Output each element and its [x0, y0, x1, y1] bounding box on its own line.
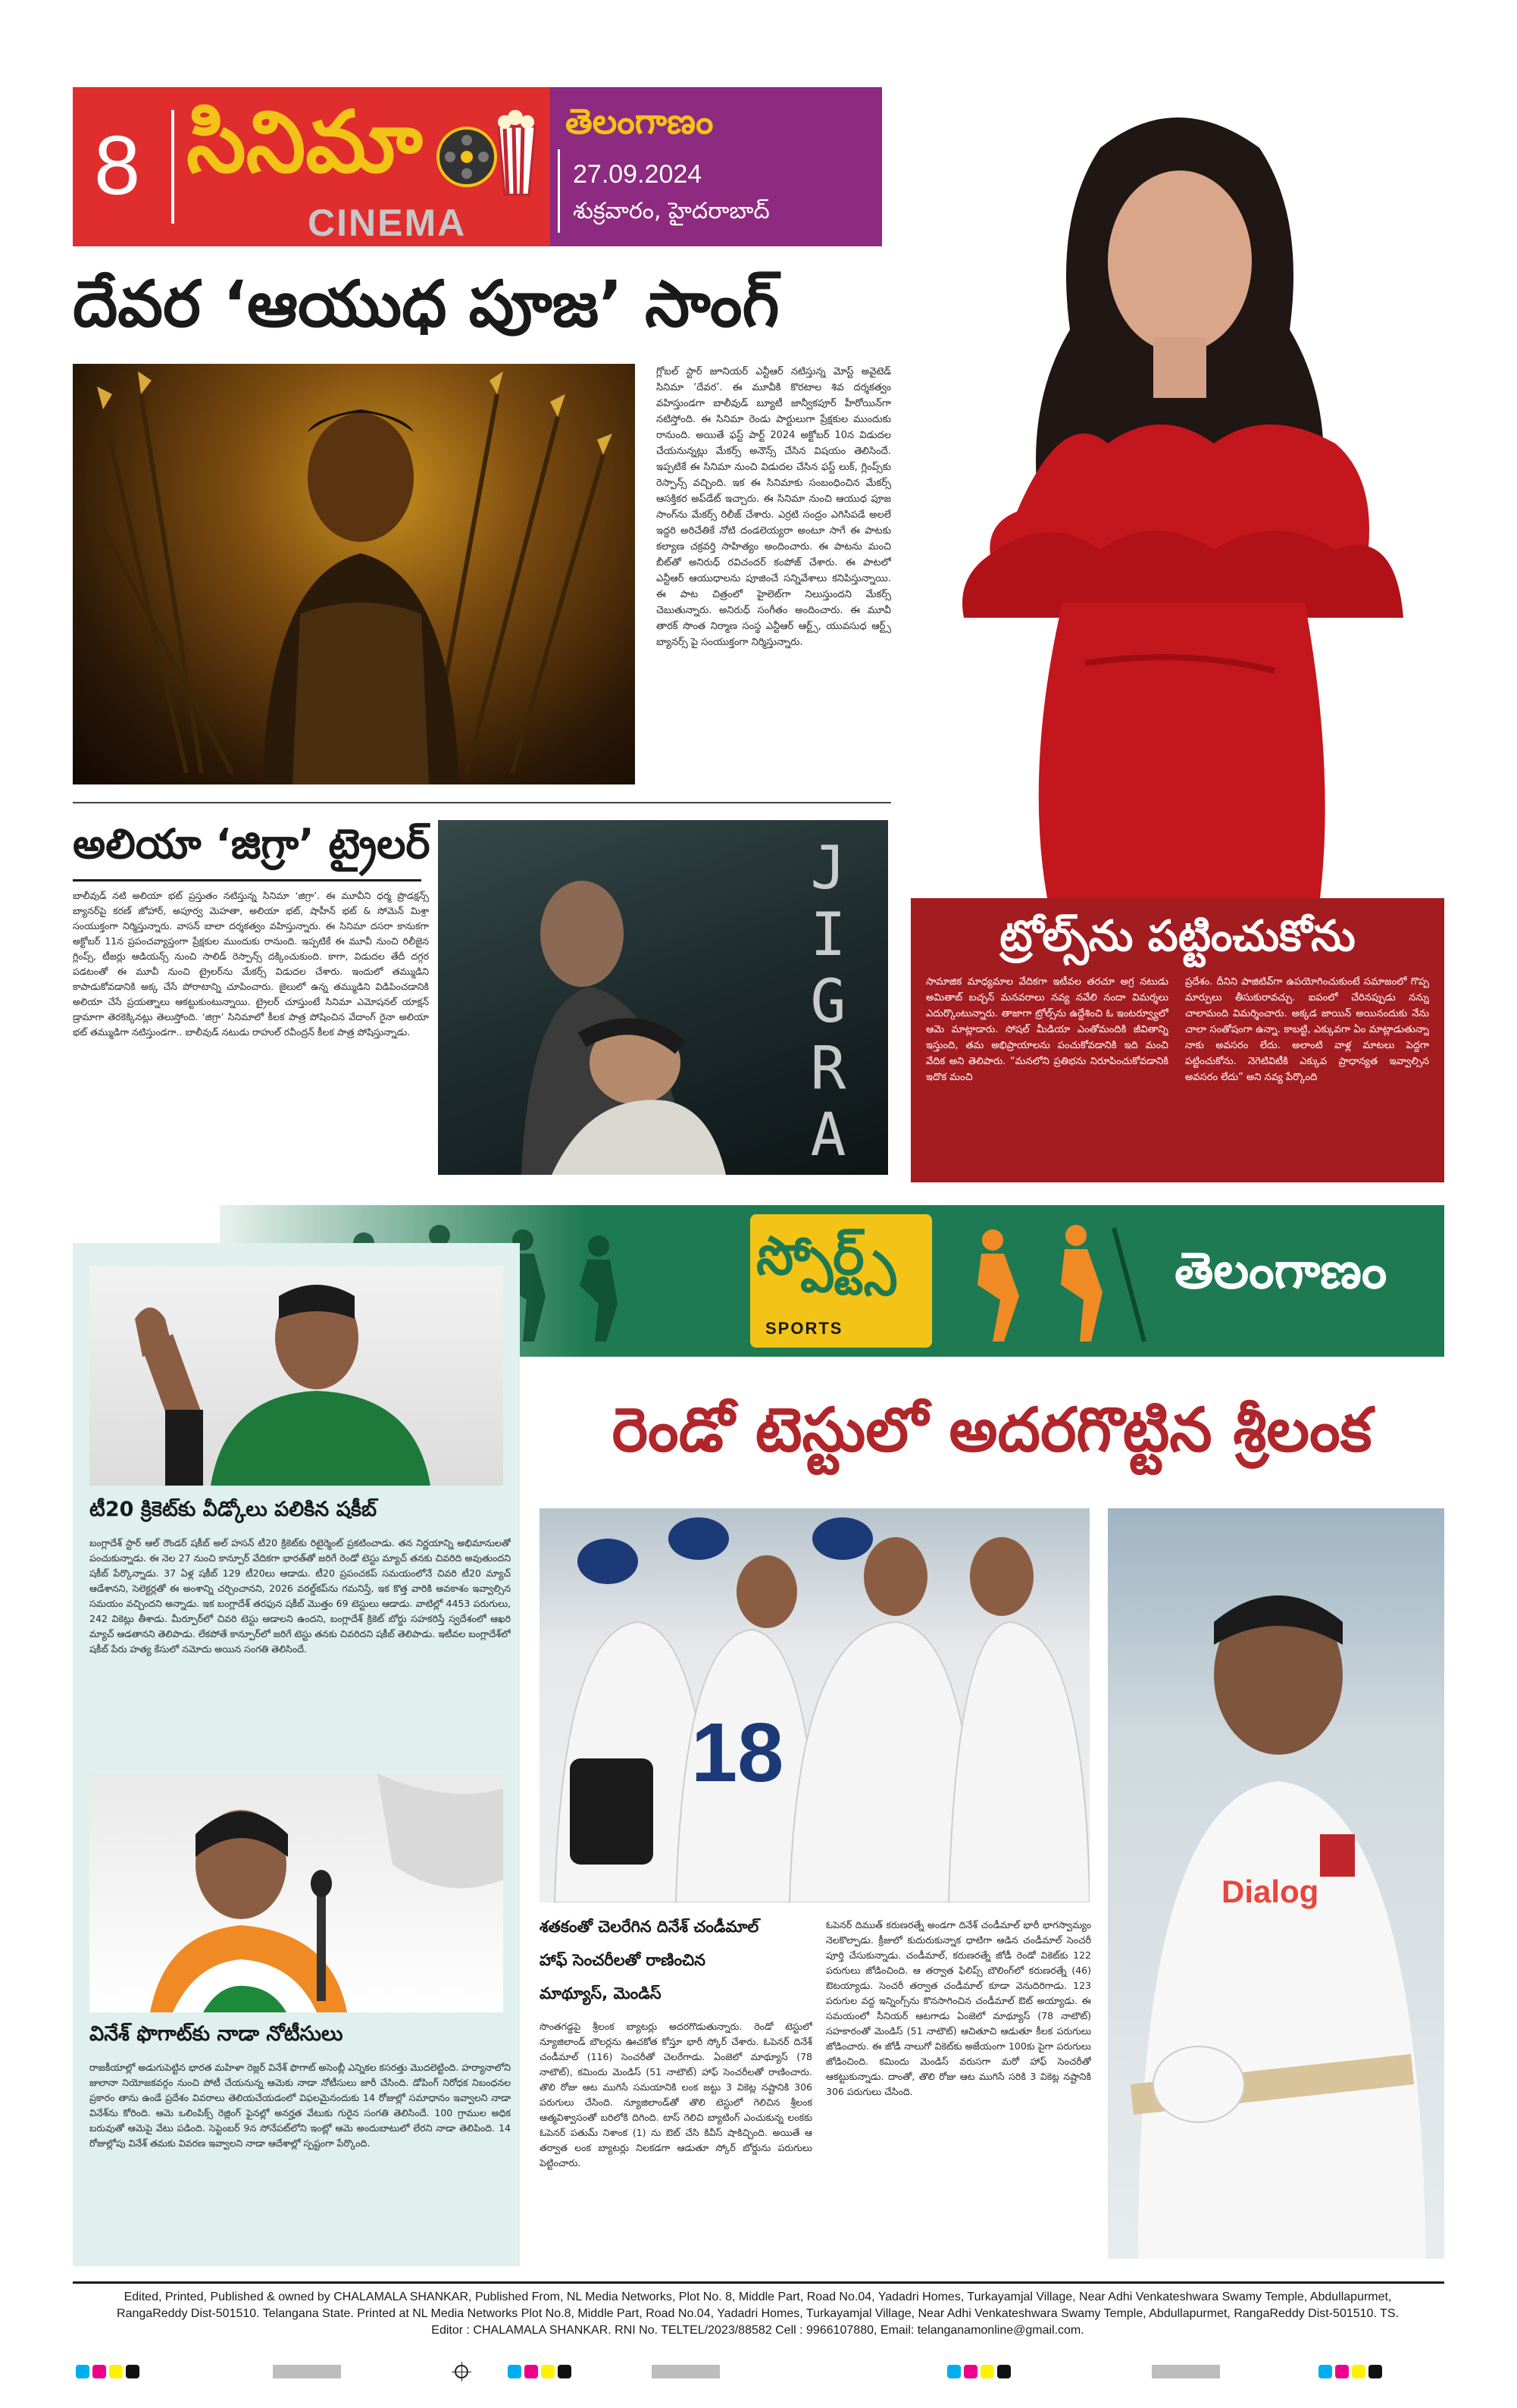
jigra-body: బాలీవుడ్ నటి అలియా భట్ ప్రస్తుతం నటిస్తున్న సినిమా ‘జిగ్రా’. ఈ మూవీని ధర్మ ప్రొడక్షన్స్ బ్యానర్‌పై కరణ్ జోహార్, అపూర్వ మెహతా, అలియా భట్, షాహీన్ భట్ & సోమెన్ మిశ్రా సంయుక్తంగా నిర్మిస్తున్నారు. వాసన్ బాలా దర్శకత్వం వహిస్తున్నారు. ఈ సినిమా దసరా కానుకగా అక్టోబర్ 11న ప్రపంచవ్యాప్తంగా ప్రేక్షకుల ముందుకు రానుంది. ఇప్పటికే ఈ మూవీ నుంచి రిలీజైన గ్లింప్స్, టీజర్లు ఆడియన్స్ నుంచి సాలిడ్ రెస్పాన్స్ దక్కించుకుంది. కాగా, విడుదల తేదీ దగ్గర పడటంతో ఈ మూవీ నుంచి ట్రైలర్‌ను మేకర్స్ విడుదల చేశారు. ఇందులో తమ్ముడిని కాపాడుకోవడానికి అక్క చేసే పోరాటాన్ని చూపించారు. జైలులో ఉన్న తమ్ముడిని విడిపించడానికి అలియా చేసే ప్రయత్నాలు ఆకట్టుకుంటున్నాయి. ట్రైలర్ చూస్తుంటే సినిమా ఎమోషనల్ యాక్షన్ డ్రామాగా తెరకెక్కినట్లు తెలుస్తోంది. ‘జిగ్రా’ సినిమాలో కీలక పాత్ర పోషించిన వేదాంగ్ రైనా అలియా భట్ తమ్ముడిగా నటిస్తుండగా.. బాలీవుడ్ నటుడు రాహుల్ రవీంద్రన్ కీలక పాత్ర పోషిస్తున్నాడు.	[73, 890, 429, 1038]
srilanka-body-right: ఓపెనర్ దిముత్ కరుణరత్నే అండగా దినేశ్ చండీమాల్ భారీ భాగస్వామ్యం నెలకొల్పాడు. క్రీజులో కుదురుకున్నాక ధాటిగా ఆడిన చండీమాల్ సెంచరీ పూర్తి చేసుకున్నాడు. చండీమాల్, కరుణరత్నే జోడీ రెండో వికెట్‌కు 122 పరుగులు జోడించింది. ఆ తర్వాత ఫిలిప్స్ బౌలింగ్‌లో కరుణరత్నే (46) ఔటయ్యాడు. సెంచరీ తర్వాత చండీమాల్ కూడా వెనుదిరిగాడు. 123 పరుగుల వద్ద ఇన్నింగ్స్‌ను కొనసాగించిన చండీమాల్ ఔట్ అయ్యాడు. ఈ సమయంలో సీనియర్ ఆటగాడు ఏంజెలో మాథ్యూస్ (78 నాటౌట్) సహకారంతో మెండిస్ (51 నాటౌట్) ఆచితూచి ఆడుతూ కీలక పరుగులు జోడించారు. ఈ జోడీ నాలుగో వికెట్‌కు అజేయంగా 100కు పైగా పరుగులు జోడించింది. కమిందు మెండిస్ వరుసగా మరో హాఫ్ సెంచరీతో ఆకట్టుకున్నాడు. దాంతో, తొలి రోజు ఆట ముగిసే సరికి 3 వికెట్ల నష్టానికి 306 పరుగులు చేసింది.	[826, 1919, 1091, 2097]
trolls-body-right: ప్రదేశం. దీనిని పాజిటివ్‌గా ఉపయోగించుకుంటే సమాజంలో గొప్ప మార్పులు తీసుకురావచ్చు. ఐపంలో చేరినప్పుడు నన్ను చాలామంది విమర్శించారు. అక్కడ జాయిన్ అయినందుకు నేను చాలా సంతోషంగా ఉన్నా. కాబట్టి, ఎక్కువగా ఏం మాట్లాడుతున్నా నాకు అవసరం లేదు. అలాంటి వాళ్ల మాటలు పెద్దగా పట్టించుకోను. నెగెటివిటీకి ఎక్కువ ప్రాధాన్యత ఇవ్వాల్సిన అవసరం లేదు” అని నవ్య పేర్కొంది	[1185, 976, 1429, 1083]
gray-bar-3	[1152, 2365, 1220, 2378]
vinesh-headline: వినేశ్ ఫొగాట్‌కు నాడా నోటీసులు	[89, 2022, 343, 2046]
color-swatches-1	[76, 2365, 142, 2381]
sports-brand: తెలంగాణం	[1175, 1242, 1387, 1300]
vinesh-photo-art	[89, 1774, 503, 2012]
color-swatches-4	[1318, 2365, 1385, 2381]
jersey-number-text: 18	[691, 1706, 784, 1799]
vinesh-photo	[89, 1774, 503, 2012]
gray-bar-1	[273, 2365, 341, 2378]
devara-photo-art	[73, 364, 635, 784]
sports-title: స్పోర్ట్స్	[756, 1225, 896, 1287]
shakib-photo-art	[89, 1266, 503, 1486]
registration-strip	[76, 2365, 1440, 2383]
film-reel-icon	[429, 104, 543, 210]
shakib-body: బంగ్లాదేశ్ స్టార్ ఆల్ రౌండర్ షకీబ్ అల్ హసన్ టీ20 క్రికెట్‌కు రిటైర్మెంట్ ప్రకటించాడు. తన నిర్ణయాన్ని అభిమానులతో పంచుకున్నాడు. ఈ నెల 27 నుంచి కాన్పూర్ వేదికగా భారత్‌తో జరిగే రెండో టెస్టు మ్యాచ్ తనకు చివరిది అవుతుందని షకీబ్ పేర్కొన్నాడు. 37 ఏళ్ల షకీబ్ 129 టీ20లు ఆడాడు. టీ20 ప్రపంచకప్ సమయంలోనే చివరి టీ20 మ్యాచ్ ఆడేశానని, సెలెక్టర్లతో ఈ అంశాన్ని చర్చించానని, 2026 వరల్డ్‌కప్‌ను గమనిస్తే, ఇక కొత్త వారికి అవకాశం ఇవ్వాల్సిన సమయం వచ్చిందని అన్నాడు. ఇక బంగ్లాదేశ్ తరఫున షకీబ్ మొత్తం 69 టెస్టులు ఆడాడు. వాటిల్లో 4453 పరుగులు, 242 వికెట్లు తీశాడు. మీర్పూర్‌లో చివరి టెస్టు ఆడాలని ఉందని, బంగ్లాదేశ్ క్రికెట్ బోర్డు సహకరిస్తే స్వదేశంలో ఆఖరి మ్యాచ్ ఆడతానని తెలిపాడు. లేకపోతే కాన్పూర్‌లో జరిగే టెస్టు తనకు చివరిదని షకీబ్ తెలిపాడు. ఇటీవల బంగ్లాదేశ్‌లో షకీబ్ పేరు హత్య కేసులో నమోదు అయిన సంగతి తెలిసిందే.	[89, 1537, 511, 1655]
issue-date: 27.09.2024	[573, 160, 702, 189]
section-title: సినిమా	[186, 93, 423, 192]
navya-photo-art	[911, 87, 1444, 898]
chandimal-photo	[1108, 1508, 1444, 2259]
jersey-sponsor-text: Dialog	[1221, 1874, 1319, 1909]
srilanka-team-photo-art	[540, 1508, 1090, 1902]
masthead-divider	[171, 110, 174, 224]
jigra-headline-underline	[73, 879, 421, 881]
devara-photo	[73, 364, 635, 784]
shakib-headline: టీ20 క్రికెట్‌కు వీడ్కోలు పలికిన షకీబ్	[89, 1498, 377, 1521]
gray-bar-2	[652, 2365, 720, 2378]
navya-photo	[911, 87, 1444, 898]
footer-imprint: Edited, Printed, Published & owned by CHALAMALA SHANKAR, Published From, NL Media Networks, Plot No. 8, Middle Part, Road No.04, Yadadri Homes, Turkayamjal Village, Near Adhi Venkateshwara Swamy Temple, Abdullapurmet, RangaReddy Dist-501510. Telangana State. Printed at NL Media Networks Plot No.8, Middle Part, Road No.04, Yadadri Homes, Turkayamjal Village, Near Adhi Venkateshwara Swamy Temple, Abdullapurmet, RangaReddy Dist-501510. TS. Editor : CHALAMALA SHANKAR. RNI No. TELTEL/2023/88582 Cell : 9966107880, Email: telanganamonline@gmail.com.	[117, 2291, 1399, 2337]
vinesh-body: రాజకీయాల్లో అడుగుపెట్టిన భారత మహిళా రెజ్లర్ వినేశ్ ఫొగాట్ అసెంబ్లీ ఎన్నికల కసరత్తు మొదలెట్టింది. హర్యానాలోని జులానా నియోజకవర్గం నుంచి పోటీ చేయనున్న ఆమెకు నాడా నోటీసులు జారీ చేసింది. డోపింగ్ నిరోధక నిబంధనల ప్రకారం తాను ఉండే ప్రదేశం వివరాలు తెలియచేయడంలో విఫలమైనందుకు 14 రోజుల్లో సమాధానం ఇవ్వాలని నాడా వినేశ్‌ను కోరింది. ఆమె ఒలింపిక్స్ రెజ్లింగ్ ఫైనల్లో అనర్హత వేటుకు గురైన సంగతి తెలిసిందే. 100 గ్రాముల అధిక బరువుతో ఆమెపై వేటు పడింది. సెప్టెంబర్ 9న సోనేపట్‌లోని ఇంట్లో ఆమె అందుబాటులో లేరని నాడా తెలిపింది. 14 రోజుల్లోపు వినేశ్ తమకు వివరణ ఇవ్వాలని నాడా ఆదేశాల్లో స్పష్టంగా పేర్కొంది.	[89, 2062, 511, 2149]
masthead	[73, 87, 882, 246]
issue-day-city: శుక్రవారం, హైదరాబాద్	[573, 198, 770, 224]
srilanka-team-photo	[540, 1508, 1090, 1902]
srilanka-subheadline-3: మాథ్యూస్, మెండిస్	[540, 1984, 662, 2002]
jigra-poster-title: JIGRA	[810, 835, 846, 1170]
srilanka-main-headline: రెండో టెస్టులో అదరగొట్టిన శ్రీలంక	[611, 1395, 1372, 1465]
srilanka-subheadline-2: హాఫ్ సెంచరీలతో రాణించిన	[540, 1951, 705, 1969]
chandimal-photo-art	[1108, 1508, 1444, 2259]
masthead-vertical-line	[558, 149, 560, 233]
shakib-photo	[89, 1266, 503, 1486]
color-swatches-3	[947, 2365, 1014, 2381]
srilanka-body-left: సొంతగడ్డపై శ్రీలంక బ్యాటర్లు అదరగొడుతున్నారు. రెండో టెస్టులో న్యూజిలాండ్ బౌలర్లను ఊచకోత కోస్తూ భారీ స్కోర్ చేశారు. ఓపెనర్ దినేశ్ చండీమాల్ (116) సెంచరీతో చెలరేగాడు. ఏంజెలో మాథ్యూస్ (78 నాటౌట్), కమిందు మెండిస్ (51 నాటౌట్) హాఫ్ సెంచరీలతో రాణించారు. తొలి రోజు ఆట ముగిసే సమయానికి లంక జట్టు 3 వికెట్ల నష్టానికి 306 పరుగులు చేసింది. న్యూజిలాండ్‌తో తొలి టెస్టులో గెలిచిన శ్రీలంక ఆత్మవిశ్వాసంతో బరిలోకి దిగింది. టాస్ గెలిచి బ్యాటింగ్ ఎంచుకున్న లంకకు ఓపెనర్ పతుమ్ నిశాంక (1) ను ఔట్ చేసి కివీస్ షాకిచ్చింది. అయితే ఆ తర్వాత లంక బ్యాటర్లు నిలకడగా ఆడుతూ స్కోర్ బోర్డును పరుగులు పెట్టించారు.	[540, 2021, 812, 2168]
brand-logo: తెలంగాణం	[565, 101, 714, 142]
color-swatches-2	[508, 2365, 574, 2381]
section-rule	[73, 802, 891, 803]
srilanka-subheadline-1: శతకంతో చెలరేగిన దినేశ్ చండీమాల్	[540, 1918, 759, 1936]
devara-headline: దేవర ‘ఆయుధ పూజ’ సాంగ్	[73, 267, 780, 341]
jigra-poster	[438, 820, 888, 1175]
page-number: 8	[94, 119, 141, 212]
section-subtitle: CINEMA	[308, 202, 467, 244]
trolls-headline: ట్రోల్స్‌ను పట్టించుకోను	[999, 912, 1356, 961]
sri-lanka-flag	[1320, 1834, 1355, 1877]
trolls-body-left: సామాజిక మాధ్యమాల వేదికగా ఇటీవల తరచూ అగ్ర నటుడు అమితాబ్ బచ్చన్ మనవరాలు నవ్య నవేలి నందా విమర్శలు ఎదుర్కొంటున్నారు. తాజాగా ట్రోల్స్‌ను ఉద్దేశించి ఓ ఇంటర్వ్యూలో ఆమె మాట్లాడారు. సోషల్ మీడియా ఎంతోమందికి జీవితాన్ని ఇస్తుంది, తమ అభిప్రాయాలను పంచుకోవడానికి ఇది మంచి వేదిక అని తెలిపారు. “మనలోని ప్రతిభను నిరూపించుకోవడానికి ఇదొక మంచి	[926, 976, 1168, 1083]
footer-rule	[73, 2281, 1444, 2284]
sports-athletes-art	[947, 1213, 1159, 1349]
trolls-box	[911, 898, 1444, 1182]
jigra-headline: అలియా ‘జిగ్రా’ ట్రైలర్	[73, 820, 430, 868]
wicketkeeper-glove	[570, 1758, 653, 1865]
registration-mark-icon	[455, 2365, 468, 2378]
sports-subtitle: SPORTS	[765, 1319, 843, 1338]
devara-body: గ్లోబల్ స్టార్ జూనియర్ ఎన్టీఆర్ నటిస్తున్న మోస్ట్ అవైటెడ్ సినిమా ‘దేవర’. ఈ మూవీకి కొరటాల శివ దర్శకత్వం వహిస్తుండగా బాలీవుడ్ బ్యూటీ జాన్వీకపూర్ హీరోయిన్‌గా నటిస్తోంది. ఈ సినిమా రెండు పార్టులుగా ప్రేక్షకుల ముందుకు రానుంది. అయితే ఫస్ట్ పార్ట్ 2024 అక్టోబర్ 10న విడుదల చేయనున్నట్లు మేకర్స్ అనౌన్స్ చేసిన విషయం తెలిసిందే. ఇప్పటికే ఈ సినిమా నుంచి విడుదల చేసిన ఫస్ట్ లుక్, గ్లింప్స్‌కు రెస్పాన్స్ వచ్చింది. ఇక ఈ సినిమాకు సంబంధించిన మేకర్స్ ఆసక్తికర అప్‌డేట్ ఇచ్చారు. ఈ సినిమా నుంచి ఆయుధ పూజ సాంగ్‌ను మేకర్స్ రిలీజ్ చేశారు. ఎర్రటి సంద్రం ఎగిసిపడే అలలే ఇద్దరి అరిచేతికే నోటి దండలెయ్యరా అంటూ సాగే ఈ పాటకు కల్యాణ చక్రవర్తి సాహిత్యం అందించారు. ఈ పాటను మంచి బీట్‌తో అనిరుధ్ రవిచందర్ కంపోజ్ చేశారు. ఈ పాటలో ఎన్టీఆర్ ఆయుధాలను పూజించే సన్నివేశాలు కనిపిస్తున్నాయి. ఈ పాట చిత్రంలో హైలెట్‌గా నిలుస్తుందని మేకర్స్ చెబుతున్నారు. అనిరుధ్ సంగీతం అందించారు. ఈ మూవీ తారక్ సొంత నిర్మాణ సంస్థ ఎన్టీఆర్ ఆర్ట్స్, యువసుధ ఆర్ట్స్ బ్యానర్స్ పై సంయుక్తంగా నిర్మిస్తున్నారు.	[656, 366, 891, 648]
